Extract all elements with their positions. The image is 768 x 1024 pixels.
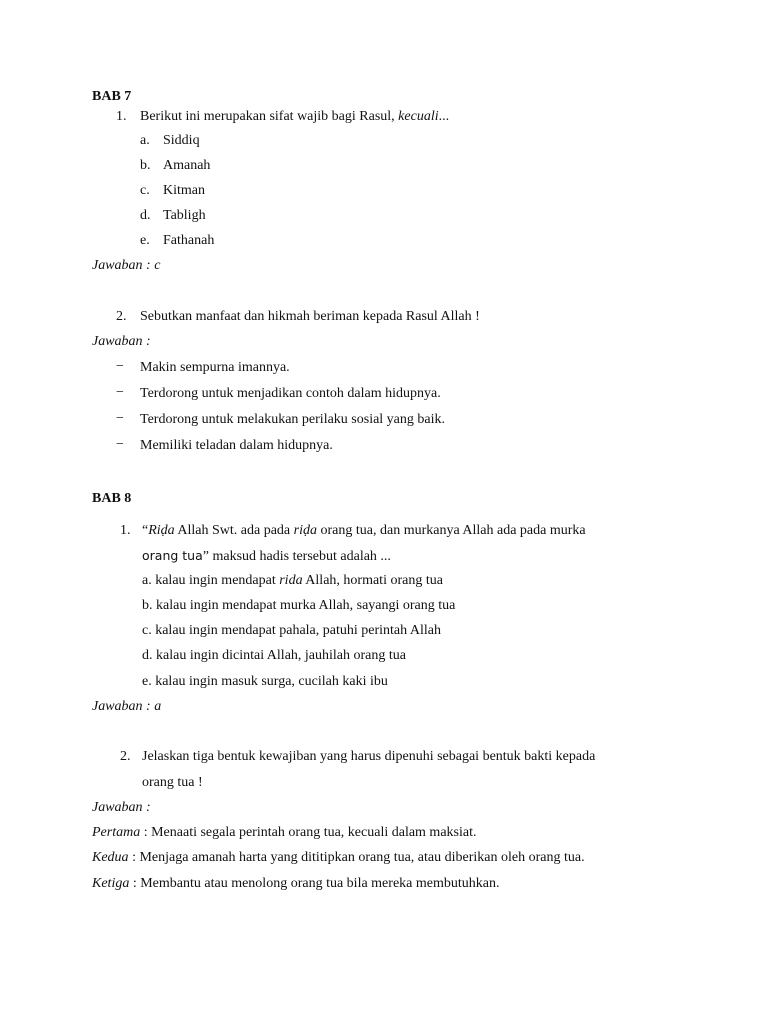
bab7-q2-point: Memiliki teladan dalam hidupnya. [140,438,333,453]
answer-label: Ketiga [92,876,130,891]
bab7-q1-option-letter: b. [140,158,151,173]
bab8-q1-part1: Allah Swt. ada pada [174,523,294,538]
bab8-heading: BAB 8 [92,491,132,506]
bab8-q2-number: 2. [120,749,131,764]
bab7-q2-number: 2. [116,309,127,324]
bab7-q1-option-letter: d. [140,208,151,223]
bab7-q1-option-text: Kitman [163,183,205,198]
bab7-q2-question: Sebutkan manfaat dan hikmah beriman kepada Rasul Allah ! [140,309,480,324]
bab7-q1-answer: Jawaban : c [92,258,161,273]
bab8-q1-option-a [142,572,443,590]
bab7-q1-option-text: Siddiq [163,133,200,148]
answer-label: Kedua [92,850,129,865]
bab8-q2-answer-kedua [92,849,585,867]
bab7-q2-answer-label: Jawaban : [92,334,151,349]
bab8-q1-answer: Jawaban : a [92,699,162,714]
bab7-q1-text-end: ... [438,109,450,124]
rida-term: Riḍa [148,523,175,538]
bab8-q1-line2-rest: ” maksud hadis tersebut adalah ... [202,549,391,564]
bab7-q1-question [140,108,449,126]
bullet-dash: − [116,359,124,374]
bab8-q1-question-line2 [142,547,391,566]
rida-term: riḍa [293,523,317,538]
answer-text: : Menaati segala perintah orang tua, kecuali dalam maksiat. [140,825,477,840]
bab8-q1-option-c: c. kalau ingin mendapat pahala, patuhi perintah Allah [142,623,441,638]
bab7-q2-point: Terdorong untuk melakukan perilaku sosial yang baik. [140,412,445,427]
answer-label: Pertama [92,825,141,840]
bab8-q1-question-line1 [142,522,586,540]
bab7-q1-text-italic: kecuali [398,109,439,124]
bab8-q2-question-line1: Jelaskan tiga bentuk kewajiban yang harus dipenuhi sebagai bentuk bakti kepada [142,749,596,764]
bab8-q1-option-b: b. kalau ingin mendapat murka Allah, sayangi orang tua [142,598,456,613]
bab8-q1-option-e: e. kalau ingin masuk surga, cucilah kaki ibu [142,674,388,689]
bullet-dash: − [116,411,124,426]
bullet-dash: − [116,437,124,452]
bab7-q2-point: Makin sempurna imannya. [140,360,290,375]
option-text-end: Allah, hormati orang tua [302,573,443,588]
bab7-q1-option-letter: c. [140,183,150,198]
bab7-q1-option-letter: e. [140,233,150,248]
answer-text: : Membantu atau menolong orang tua bila mereka membutuhkan. [129,876,500,891]
bab7-q1-option-text: Amanah [163,158,211,173]
orang-tua-term: orang tua [142,548,203,563]
bab8-q2-answer-pertama [92,824,476,842]
bab7-q1-option-letter: a. [140,133,150,148]
answer-text: : Menjaga amanah harta yang dititipkan orang tua, atau diberikan oleh orang tua. [128,850,585,865]
open-quote: “ [142,523,149,538]
bab8-q1-number: 1. [120,523,131,538]
bab7-heading: BAB 7 [92,89,132,104]
bullet-dash: − [116,385,124,400]
bab7-q2-point: Terdorong untuk menjadikan contoh dalam hidupnya. [140,386,441,401]
option-text: a. kalau ingin mendapat [142,573,280,588]
option-italic: rida [279,573,303,588]
bab7-q1-text: Berikut ini merupakan sifat wajib bagi Rasul, [140,109,399,124]
bab8-q2-question-line2: orang tua ! [142,775,203,790]
bab7-q1-number: 1. [116,109,127,124]
bab7-q1-option-text: Fathanah [163,233,215,248]
bab8-q1-part2: orang tua, dan murkanya Allah ada pada murka [317,523,586,538]
bab8-q2-answer-ketiga [92,875,499,893]
bab7-q1-option-text: Tabligh [163,208,206,223]
bab8-q2-answer-label: Jawaban : [92,800,151,815]
bab8-q1-option-d: d. kalau ingin dicintai Allah, jauhilah orang tua [142,648,406,663]
